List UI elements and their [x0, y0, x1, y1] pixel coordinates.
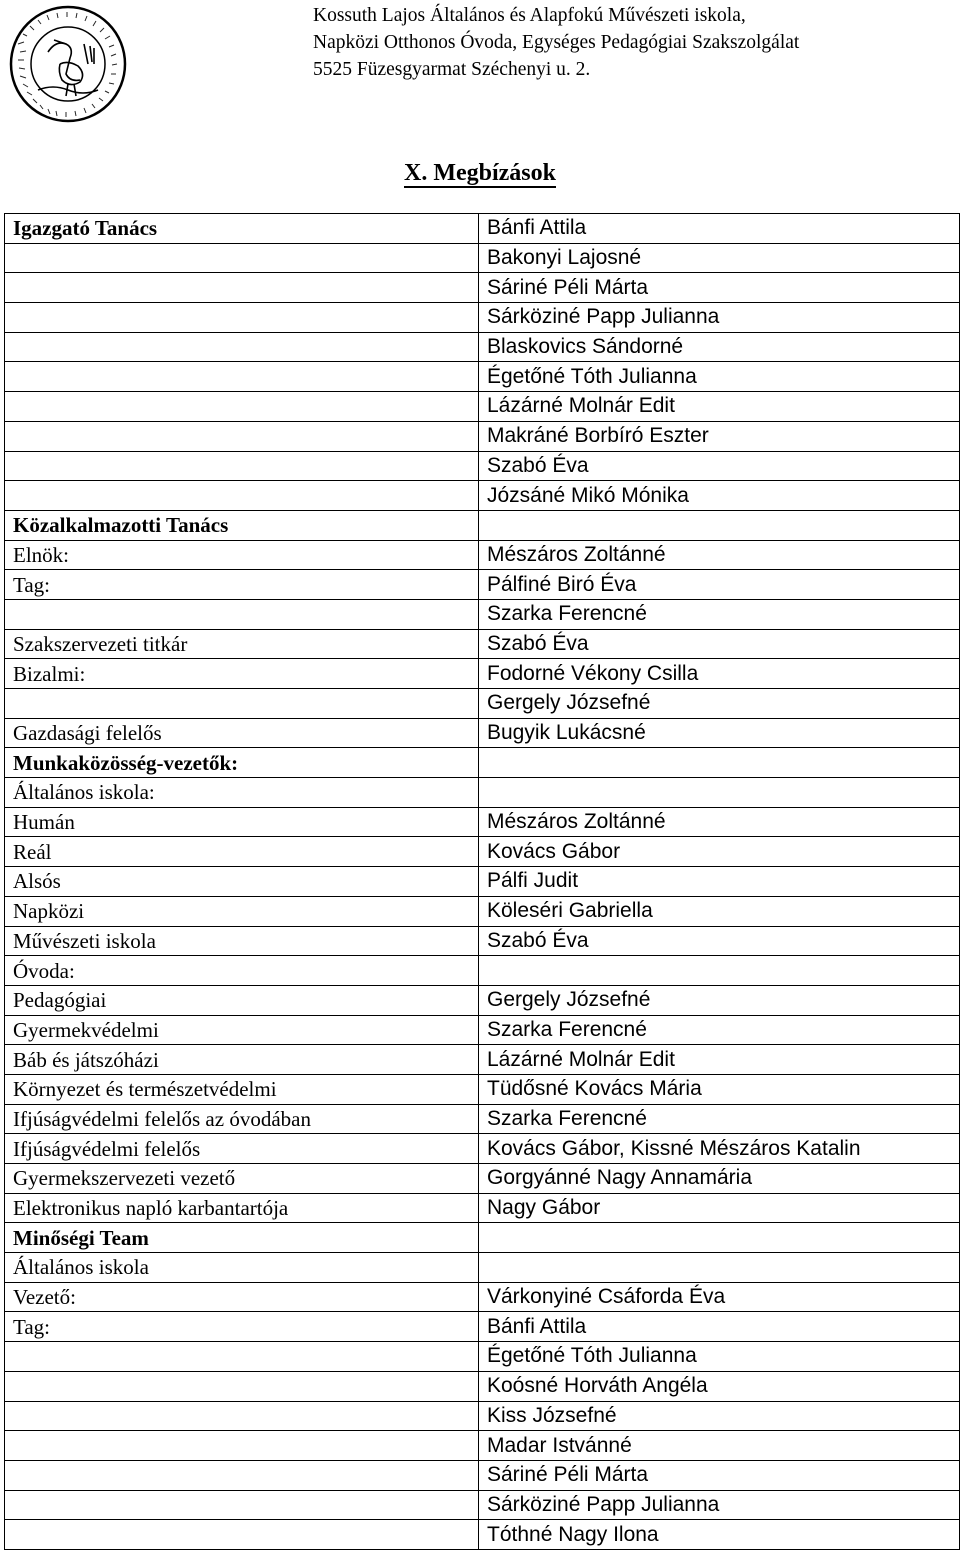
person-cell: Tüdősné Kovács Mária — [479, 1074, 960, 1104]
person-cell: Mészáros Zoltánné — [479, 540, 960, 570]
person-cell: Tóthné Nagy Ilona — [479, 1520, 960, 1550]
table-row — [5, 1490, 960, 1520]
role-cell — [5, 303, 479, 333]
role-cell — [5, 332, 479, 362]
person-cell: Kovács Gábor, Kissné Mészáros Katalin — [479, 1134, 960, 1164]
role-cell: Általános iskola: — [5, 778, 479, 808]
table-row — [5, 867, 960, 897]
person-cell: Égetőné Tóth Julianna — [479, 362, 960, 392]
role-cell — [5, 451, 479, 481]
assignments-table — [4, 213, 960, 1550]
person-cell — [479, 778, 960, 808]
role-cell — [5, 392, 479, 422]
table-row — [5, 1164, 960, 1194]
school-seal-stamp — [8, 4, 128, 124]
role-cell: Szakszervezeti titkár — [5, 629, 479, 659]
person-cell: Sárköziné Papp Julianna — [479, 303, 960, 333]
section-heading-cell: Minőségi Team — [5, 1223, 479, 1253]
table-row — [5, 1342, 960, 1372]
table-row — [5, 273, 960, 303]
table-row — [5, 510, 960, 540]
person-cell: Köleséri Gabriella — [479, 896, 960, 926]
role-cell — [5, 1371, 479, 1401]
person-cell: Gorgyánné Nagy Annamária — [479, 1164, 960, 1194]
role-cell — [5, 421, 479, 451]
role-cell — [5, 1342, 479, 1372]
person-cell: Szarka Ferencné — [479, 1015, 960, 1045]
table-row — [5, 1460, 960, 1490]
person-cell: Bánfi Attila — [479, 214, 960, 244]
table-row — [5, 748, 960, 778]
role-cell — [5, 481, 479, 511]
role-cell: Gyermekszervezeti vezető — [5, 1164, 479, 1194]
header-line-3: 5525 Füzesgyarmat Széchenyi u. 2. — [313, 59, 591, 80]
table-row — [5, 778, 960, 808]
person-cell — [479, 956, 960, 986]
table-row — [5, 1193, 960, 1223]
role-cell: Ifjúságvédelmi felelős — [5, 1134, 479, 1164]
role-cell: Ifjúságvédelmi felelős az óvodában — [5, 1104, 479, 1134]
role-cell — [5, 1490, 479, 1520]
table-row — [5, 243, 960, 273]
role-cell — [5, 1431, 479, 1461]
role-cell: Napközi — [5, 896, 479, 926]
person-cell: Szarka Ferencné — [479, 1104, 960, 1134]
header-line-1: Kossuth Lajos Általános és Alapfokú Művészeti iskola, — [313, 5, 746, 26]
person-cell — [479, 1223, 960, 1253]
person-cell: Sáriné Péli Márta — [479, 1460, 960, 1490]
header-line-2: Napközi Otthonos Óvoda, Egységes Pedagógiai Szakszolgálat — [313, 32, 800, 53]
person-cell: Mészáros Zoltánné — [479, 807, 960, 837]
table-row — [5, 392, 960, 422]
section-heading-cell: Közalkalmazotti Tanács — [5, 510, 479, 540]
table-row — [5, 1015, 960, 1045]
table-row — [5, 896, 960, 926]
table-row — [5, 718, 960, 748]
table-row — [5, 362, 960, 392]
page-title: X. Megbízások — [404, 160, 556, 186]
role-cell — [5, 599, 479, 629]
role-cell: Báb és játszóházi — [5, 1045, 479, 1075]
role-cell — [5, 362, 479, 392]
table-row — [5, 1282, 960, 1312]
assignments-table-body — [5, 214, 960, 1550]
person-cell: Gergely Józsefné — [479, 985, 960, 1015]
person-cell: Makráné Borbíró Eszter — [479, 421, 960, 451]
role-cell: Humán — [5, 807, 479, 837]
person-cell: Koósné Horváth Angéla — [479, 1371, 960, 1401]
person-cell — [479, 1253, 960, 1283]
role-cell: Általános iskola — [5, 1253, 479, 1283]
person-cell: Szarka Ferencné — [479, 599, 960, 629]
table-row — [5, 837, 960, 867]
table-row — [5, 1520, 960, 1550]
person-cell: Sáriné Péli Márta — [479, 273, 960, 303]
person-cell: Madar Istvánné — [479, 1431, 960, 1461]
table-row — [5, 1401, 960, 1431]
role-cell: Gazdasági felelős — [5, 718, 479, 748]
table-row — [5, 926, 960, 956]
school-header — [313, 2, 799, 83]
person-cell: Bakonyi Lajosné — [479, 243, 960, 273]
table-row — [5, 1431, 960, 1461]
table-row — [5, 629, 960, 659]
person-cell: Lázárné Molnár Edit — [479, 1045, 960, 1075]
role-cell — [5, 1520, 479, 1550]
table-row — [5, 985, 960, 1015]
table-row — [5, 599, 960, 629]
table-row — [5, 1371, 960, 1401]
person-cell: Szabó Éva — [479, 926, 960, 956]
table-row — [5, 451, 960, 481]
table-row — [5, 1045, 960, 1075]
table-row — [5, 956, 960, 986]
table-row — [5, 540, 960, 570]
role-cell — [5, 1460, 479, 1490]
table-row — [5, 214, 960, 244]
person-cell: Szabó Éva — [479, 451, 960, 481]
person-cell: Lázárné Molnár Edit — [479, 392, 960, 422]
role-cell: Elnök: — [5, 540, 479, 570]
page-title-wrap — [0, 157, 960, 189]
person-cell — [479, 748, 960, 778]
table-row — [5, 570, 960, 600]
section-heading-cell: Munkaközösség-vezetők: — [5, 748, 479, 778]
table-row — [5, 1074, 960, 1104]
person-cell: Pálfiné Biró Éva — [479, 570, 960, 600]
role-cell: Vezető: — [5, 1282, 479, 1312]
role-cell — [5, 273, 479, 303]
role-cell: Alsós — [5, 867, 479, 897]
table-row — [5, 659, 960, 689]
role-cell: Gyermekvédelmi — [5, 1015, 479, 1045]
person-cell: Gergely Józsefné — [479, 689, 960, 719]
role-cell: Tag: — [5, 570, 479, 600]
role-cell: Bizalmi: — [5, 659, 479, 689]
person-cell: Bugyik Lukácsné — [479, 718, 960, 748]
person-cell: Bánfi Attila — [479, 1312, 960, 1342]
person-cell: Blaskovics Sándorné — [479, 332, 960, 362]
person-cell: Nagy Gábor — [479, 1193, 960, 1223]
person-cell: Józsáné Mikó Mónika — [479, 481, 960, 511]
table-row — [5, 303, 960, 333]
person-cell: Kiss Józsefné — [479, 1401, 960, 1431]
role-cell: Óvoda: — [5, 956, 479, 986]
table-row — [5, 481, 960, 511]
person-cell: Szabó Éva — [479, 629, 960, 659]
role-cell: Tag: — [5, 1312, 479, 1342]
person-cell — [479, 510, 960, 540]
role-cell — [5, 243, 479, 273]
table-row — [5, 1223, 960, 1253]
table-row — [5, 689, 960, 719]
person-cell: Kovács Gábor — [479, 837, 960, 867]
role-cell: Környezet és természetvédelmi — [5, 1074, 479, 1104]
section-heading-cell: Igazgató Tanács — [5, 214, 479, 244]
role-cell: Elektronikus napló karbantartója — [5, 1193, 479, 1223]
table-row — [5, 807, 960, 837]
table-row — [5, 1312, 960, 1342]
table-row — [5, 421, 960, 451]
role-cell — [5, 1401, 479, 1431]
table-row — [5, 1104, 960, 1134]
person-cell: Pálfi Judit — [479, 867, 960, 897]
role-cell: Reál — [5, 837, 479, 867]
person-cell: Fodorné Vékony Csilla — [479, 659, 960, 689]
person-cell: Várkonyiné Csáforda Éva — [479, 1282, 960, 1312]
table-row — [5, 1134, 960, 1164]
table-row — [5, 332, 960, 362]
person-cell: Égetőné Tóth Julianna — [479, 1342, 960, 1372]
table-row — [5, 1253, 960, 1283]
role-cell: Művészeti iskola — [5, 926, 479, 956]
role-cell — [5, 689, 479, 719]
role-cell: Pedagógiai — [5, 985, 479, 1015]
person-cell: Sárköziné Papp Julianna — [479, 1490, 960, 1520]
